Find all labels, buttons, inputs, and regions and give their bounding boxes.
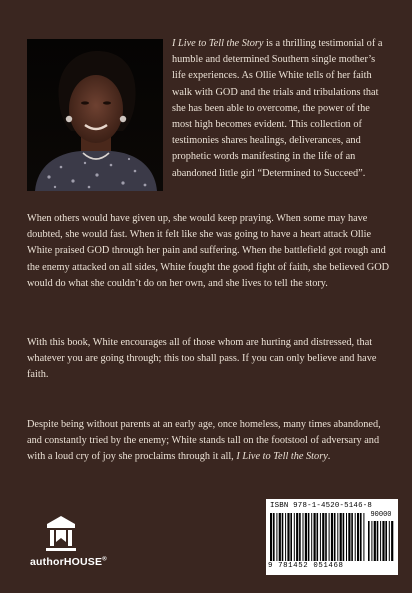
barcode-bar (322, 513, 324, 561)
paragraph-adversity-text: Despite being without parents at an early age, once homeless, many times abandoned, and constantly tried by the enemy; White stands tall on the footstool of adversary and with a loud cry of joy she proclaims through it all, (27, 419, 381, 463)
intro-text: is a thrilling testimonial of a humble and determined Southern single mother’s life experiences. As Ollie White tells of her faith walk with GOD and the trials and tribulations that she has been able to overcome, the power of the most high becomes evident. This collection of testimonies shares healings, deliverances, and prophetic words manifesting in the life of an abandoned little girl “Determined to Succeed”. (172, 38, 383, 179)
ean-digits: 9 781452 051468 (268, 562, 344, 570)
barcode-bar (294, 513, 295, 561)
intro-paragraph (172, 36, 390, 182)
barcode-bar (296, 513, 298, 561)
paragraph-encouragement: With this book, White encourages all of those whom are hurting and distressed, that whatever you are going through; this too shall pass. If you can only believe and have faith. (27, 337, 377, 381)
barcode-bar (282, 513, 284, 561)
barcode-bar (357, 513, 359, 561)
barcode-bar (377, 521, 379, 561)
barcode-bar (276, 513, 277, 561)
authorhouse-book-icon (44, 514, 78, 552)
paragraph-adversity (27, 417, 390, 466)
barcode-bar (348, 513, 350, 561)
book-title-closing: I Live to Tell the Story (236, 451, 328, 463)
author-photo (27, 39, 163, 191)
addon-barcode-bars (368, 521, 394, 561)
barcode-bar (389, 521, 390, 561)
publisher-name: authorHOUSE® (30, 556, 107, 568)
ean-barcode-bars (270, 513, 366, 561)
barcode-bar (325, 513, 327, 561)
barcode-bar (270, 513, 272, 561)
barcode-bar (329, 513, 330, 561)
barcode-bar (355, 513, 356, 561)
barcode-bar (308, 513, 310, 561)
barcode-bar (287, 513, 289, 561)
barcode-bar (343, 513, 345, 561)
barcode-bar (337, 513, 338, 561)
barcode-bar (385, 521, 387, 561)
barcode-bar (334, 513, 336, 561)
barcode-bar (305, 513, 307, 561)
barcode-bar (380, 521, 381, 561)
isbn-barcode (266, 499, 398, 575)
barcode-bar (374, 521, 376, 561)
barcode-bar (311, 513, 312, 561)
paragraph-adversity-end: . (327, 451, 331, 463)
barcode-bar (391, 521, 393, 561)
barcode-bar (363, 513, 364, 561)
barcode-bar (303, 513, 304, 561)
isbn-label: ISBN 978-1-4520-5146-8 (270, 502, 372, 510)
barcode-bar (314, 513, 316, 561)
barcode-bar (371, 521, 372, 561)
book-title: I Live to Tell the Story (172, 38, 264, 49)
barcode-bar (382, 521, 384, 561)
barcode-bar (351, 513, 353, 561)
barcode-bar (331, 513, 333, 561)
price-addon-label: 90000 (370, 511, 392, 519)
barcode-bar (320, 513, 321, 561)
barcode-bar (285, 513, 286, 561)
barcode-bar (346, 513, 347, 561)
barcode-bar (279, 513, 281, 561)
barcode-bar (360, 513, 362, 561)
authorhouse-logo (30, 514, 112, 578)
barcode-bar (273, 513, 275, 561)
barcode-bar (290, 513, 292, 561)
barcode-bar (340, 513, 342, 561)
barcode-bar (299, 513, 301, 561)
paragraph-faith: When others would have given up, she would keep praying. When some may have doubted, she would fast. When it felt like she was going to have a heart attack Ollie White praised GOD through her pain and suffering. When the battlefield got rough and the enemy attacked on all sides, White fought the good fight of faith, she believed GOD would do what she couldn’t do on her own, and she lives to tell the story. (27, 213, 390, 289)
barcode-bar (317, 513, 319, 561)
barcode-bar (368, 521, 370, 561)
